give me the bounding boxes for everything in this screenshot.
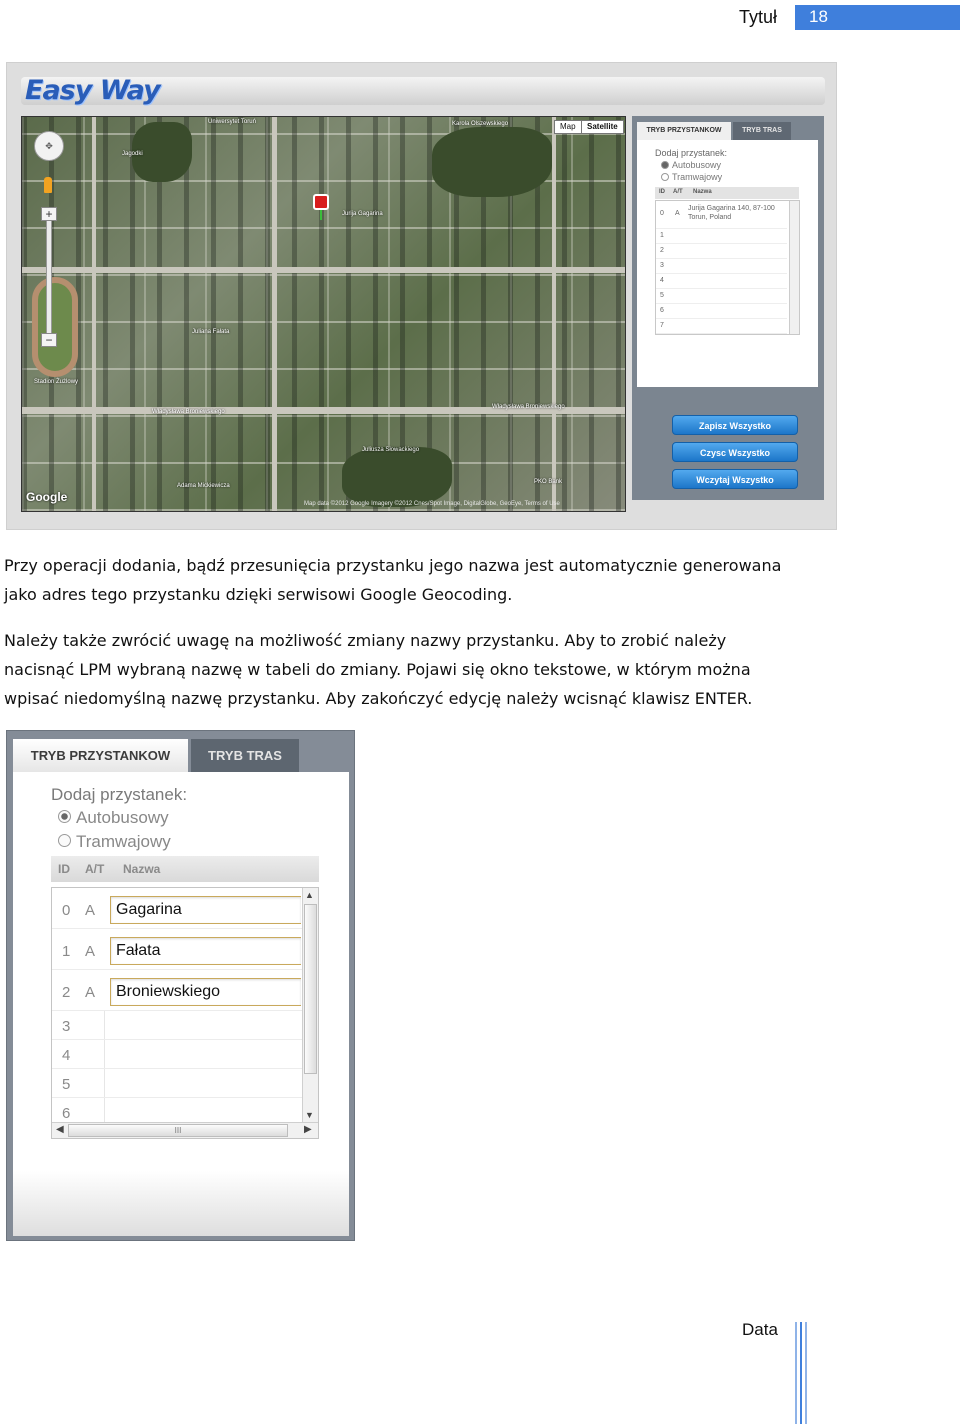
table-scrollbar[interactable]: [789, 201, 799, 334]
table-row[interactable]: 6: [656, 304, 787, 319]
zoom-in-button[interactable]: +: [41, 207, 57, 221]
save-all-button[interactable]: Zapisz Wszystko: [672, 415, 798, 435]
map-label: Karola Olszewskiego: [452, 121, 509, 127]
table-row[interactable]: 7: [656, 319, 787, 334]
load-all-button[interactable]: Wczytaj Wszystko: [672, 469, 798, 489]
tab-routes-mode[interactable]: TRYB TRAS: [191, 739, 299, 772]
text-line: jako adres tego przystanku dzięki serwisowi Google Geocoding.: [4, 585, 513, 604]
footer-rule: [795, 1322, 797, 1424]
radio-tram[interactable]: Tramwajowy: [661, 172, 722, 182]
pegman-icon[interactable]: [44, 177, 52, 193]
footer-label: Data: [742, 1320, 778, 1339]
vertical-scrollbar[interactable]: [302, 888, 318, 1123]
pan-control-icon[interactable]: ✥: [34, 131, 64, 161]
map-label: Adama Mickiewicza: [177, 483, 230, 489]
map-label: Juliana Fałata: [192, 329, 230, 335]
stop-panel-zoomed: [6, 730, 355, 1241]
horizontal-scrollbar[interactable]: [52, 1122, 318, 1138]
radio-tram[interactable]: Tramwajowy: [58, 832, 171, 852]
table-row[interactable]: 5: [656, 289, 787, 304]
satellite-map[interactable]: [21, 116, 626, 512]
text-line: Należy także zwrócić uwagę na możliwość zmiany nazwy przystanku. Aby to zrobić należy: [4, 631, 727, 650]
table-row[interactable]: 1: [656, 229, 787, 244]
paragraph-geocoding: [4, 551, 944, 609]
table-row[interactable]: 3: [52, 1011, 302, 1040]
table-header: [51, 856, 319, 882]
map-label: PKO Bank: [534, 479, 563, 485]
text-line: Przy operacji dodania, bądź przesunięcia przystanku jego nazwa jest automatycznie generowana: [4, 556, 782, 575]
map-road: [272, 117, 277, 512]
table-row[interactable]: 2: [656, 244, 787, 259]
col-name: Nazwa: [693, 189, 712, 195]
table-row[interactable]: 3: [656, 259, 787, 274]
col-type: A/T: [85, 862, 105, 876]
map-label: Władysława Broniewskiego: [492, 404, 565, 410]
scroll-grip[interactable]: III: [68, 1124, 288, 1137]
col-name: Nazwa: [123, 862, 161, 876]
stop-name-cell[interactable]: Broniewskiego: [110, 978, 301, 1006]
paragraph-rename: [4, 626, 944, 713]
col-type: A/T: [673, 189, 683, 195]
add-stop-legend: Dodaj przystanek:: [51, 785, 188, 804]
col-id: ID: [659, 189, 665, 195]
map-label: Juliusza Słowackiego: [362, 447, 420, 453]
easyway-logo: Easy Way: [25, 75, 160, 106]
text-line: nacisnąć LPM wybraną nazwę w tabeli do zmiany. Pojawi się okno tekstowe, w którym można: [4, 660, 751, 679]
table-row[interactable]: 5: [52, 1069, 302, 1098]
page-number: 18: [795, 5, 960, 30]
stadium-track: [32, 277, 78, 377]
footer-rule: [800, 1322, 802, 1424]
scroll-left-icon[interactable]: ◀: [56, 1124, 64, 1135]
add-stop-legend: Dodaj przystanek:: [655, 148, 728, 158]
map-attribution: Map data ©2012 Google Imagery ©2012 Cnes/Spot Image, DigitalGlobe, GeoEye, Terms of Use: [304, 501, 560, 507]
table-row[interactable]: 0 A Jurija Gagarina 140, 87-100 Torun, Poland: [656, 201, 787, 229]
zoom-slider[interactable]: [46, 207, 52, 337]
marker-stem: [320, 210, 322, 220]
map-type-map-button[interactable]: Map: [554, 120, 582, 134]
map-label: Jagodki: [122, 151, 143, 157]
google-logo: Google: [26, 490, 68, 504]
easyway-app-screenshot: [6, 62, 837, 530]
table-row[interactable]: 6: [52, 1098, 302, 1123]
stop-name-cell[interactable]: Fałata: [110, 937, 301, 965]
map-road: [552, 117, 556, 512]
clear-all-button[interactable]: Czysc Wszystko: [672, 442, 798, 462]
tab-routes-mode[interactable]: TRYB TRAS: [733, 122, 791, 140]
panel-sheet: [13, 772, 349, 1236]
table-header: [655, 187, 799, 199]
table-row[interactable]: 0 A Gagarina: [52, 888, 302, 929]
map-forest: [432, 127, 552, 197]
map-type-satellite-button[interactable]: Satellite: [581, 120, 624, 134]
stops-table[interactable]: [51, 887, 319, 1139]
table-row[interactable]: 4: [656, 274, 787, 289]
col-id: ID: [58, 862, 70, 876]
map-forest: [342, 447, 452, 507]
stops-table[interactable]: [655, 200, 800, 335]
map-label: Jurija Gagarina: [342, 211, 383, 217]
logo-bar: [21, 77, 825, 105]
bus-stop-marker-icon[interactable]: [313, 194, 329, 210]
tab-stops-mode[interactable]: TRYB PRZYSTANKOW: [13, 739, 188, 772]
zoom-out-button[interactable]: −: [41, 333, 57, 347]
map-label: Uniwersytet Toruń: [208, 119, 256, 125]
text-line: wpisać niedomyślną nazwę przystanku. Aby zakończyć edycję należy wcisnąć klawisz ENTER.: [4, 689, 753, 708]
scroll-down-icon[interactable]: ▼: [305, 1110, 314, 1120]
map-road: [92, 117, 96, 512]
table-row[interactable]: 4: [52, 1040, 302, 1069]
footer-rule: [805, 1322, 807, 1424]
map-label: Władysława Broniewskiego: [152, 409, 225, 415]
scroll-thumb[interactable]: [304, 904, 317, 1074]
page-header-title: Tytuł: [739, 7, 778, 27]
scroll-right-icon[interactable]: ▶: [304, 1124, 312, 1135]
radio-bus[interactable]: Autobusowy: [58, 808, 169, 828]
table-row[interactable]: 1 A Fałata: [52, 929, 302, 970]
map-label: Stadion Żużlowy: [34, 379, 79, 385]
stop-panel-small: [632, 116, 824, 500]
tab-stops-mode[interactable]: TRYB PRZYSTANKOW: [637, 122, 731, 140]
map-road: [22, 267, 626, 273]
stop-name-cell[interactable]: Gagarina: [110, 896, 301, 924]
scroll-up-icon[interactable]: ▲: [305, 890, 314, 900]
table-row[interactable]: 2 A Broniewskiego: [52, 970, 302, 1011]
radio-bus[interactable]: Autobusowy: [661, 160, 721, 170]
